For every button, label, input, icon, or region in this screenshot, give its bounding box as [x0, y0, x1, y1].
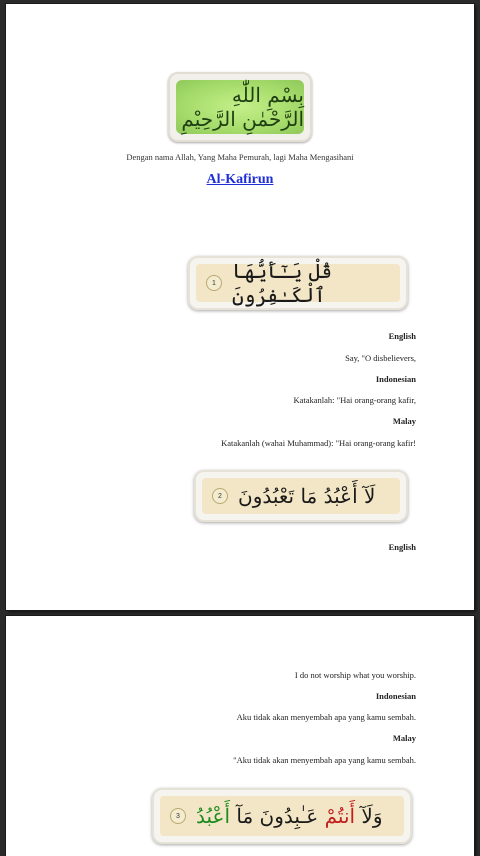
verse-2-box [194, 470, 408, 522]
verse-2-arabic: لَآ أَعْبُدُ مَا تَعْبُدُونَ [238, 484, 376, 508]
verse-2-indonesian: Aku tidak akan menyembah apa yang kamu sembah. [236, 712, 416, 722]
verse-1-malay: Katakanlah (wahai Muhammad): "Hai orang-orang kafir! [221, 438, 416, 448]
verse-2-english: I do not worship what you worship. [294, 670, 416, 680]
verse-1-indonesian: Katakanlah: "Hai orang-orang kafir, [293, 395, 416, 405]
verse-3-box [152, 788, 412, 844]
verse-3-arabic-word-2: أَنتُمْ [324, 804, 356, 828]
verse-3-arabic [196, 804, 394, 828]
verse-2-number: 2 [212, 488, 228, 504]
document-page-1 [6, 4, 474, 610]
verse-1-number: 1 [206, 275, 222, 291]
verse-1-malay-label: Malay [392, 416, 416, 426]
verse-1-indonesian-label: Indonesian [375, 374, 416, 384]
verse-3-arabic-word-3: عَـٰبِدُونَ مَآ [236, 804, 319, 828]
verse-1-english-label: English [388, 331, 416, 341]
verse-3-arabic-word-1: وَلَآ [361, 804, 383, 828]
bismillah-calligraphy: بِسْمِ اللّٰهِ الرَّحْمٰنِ الرَّحِيْمِ [176, 80, 304, 134]
verse-1-english: Say, "O disbelievers, [345, 353, 416, 363]
verse-2-malay: "Aku tidak akan menyembah apa yang kamu sembah. [233, 755, 416, 765]
intro-text: Dengan nama Allah, Yang Maha Pemurah, lagi Maha Mengasihani [126, 152, 354, 162]
verse-3-arabic-word-4: أَعْبُدُ [196, 804, 231, 828]
bismillah-frame [168, 72, 312, 142]
document-page-2 [6, 616, 474, 856]
verse-1-box [188, 256, 408, 310]
verse-2-malay-label: Malay [392, 733, 416, 743]
surah-title-link[interactable]: Al-Kafirun [206, 172, 274, 187]
verse-2-english-label: English [388, 542, 416, 552]
verse-2-indonesian-label: Indonesian [375, 691, 416, 701]
verse-3-number: 3 [170, 808, 186, 824]
verse-1-arabic: قُلْ يَـٰٓأَيُّهَا ٱلْكَـٰفِرُونَ [232, 259, 333, 307]
